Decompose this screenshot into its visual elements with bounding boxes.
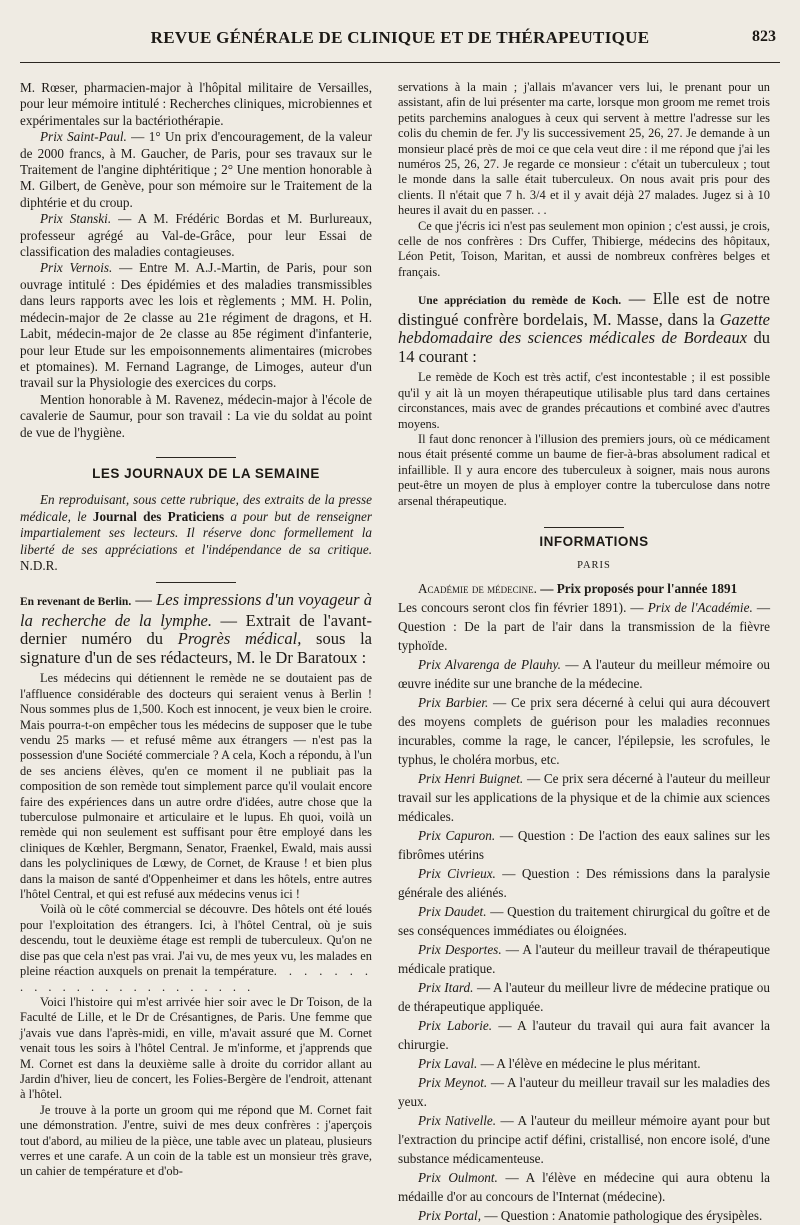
prize-label: Prix Alvarenga de Plauhy.: [418, 656, 561, 672]
prize-label: Prix Laval.: [418, 1055, 478, 1071]
prize-label: Prix Barbier.: [418, 694, 489, 710]
article-lead: [20, 591, 372, 667]
prize-label: Prix Capuron.: [418, 827, 496, 843]
info-paragraph: [398, 902, 770, 940]
intro-signature: N.D.R.: [20, 557, 58, 573]
quote-paragraph: Les médecins qui détiennent le remède ne se doutaient pas de l'affluence considérable des docteurs qui seraient venus à Berlin ! Nous sommes plus de 1,500. Koch est innocent, je veux bien le croire. Mais pourra-t-on empêcher tous les médecins de supposer que le tube vendu 25 marks — et refusé même aux étrangers — n'est pas la possession d'une Société commerciale ? A cela, Koch a répondu, à l'un de ses anciens élèves, qu'en ce moment il ne publiait pas la composition de son remède tout simplement parce qu'il voulait encore faire des expériences dans un autre ordre d'idées, autre chose que la tuberculose pulmonaire et articulaire et le lupus. Eh quoi, voilà un remède qui non seulement est suffisant pour être employé dans les cliniques de Kœhler, Bergmann, Senator, Fraenkel, Ewald, mais aussi dans les polycliniques de Lœwy, de Cornet, de Krause ! et bien plus dans la maison de santé d'Oppenheimer et dans les hôtels, entre autres l'hôtel Central, et qui est refusé aux médecins venus ici !: [20, 671, 372, 902]
left-column: [20, 80, 372, 1180]
info-text: — Question : De la part de l'air dans la transmission de la fièvre typhoïde.: [398, 599, 771, 653]
header-rule: [20, 62, 780, 63]
prize-paragraph: [20, 260, 372, 391]
intro-journal-name: Journal des Praticiens: [92, 508, 225, 524]
article-subtitle: En revenant de Berlin.: [20, 596, 132, 609]
prize-label: Prix Oulmont.: [418, 1169, 498, 1185]
info-text: — Question : Des rémissions dans la paralysie générale des aliénés.: [398, 865, 770, 900]
info-paragraph: [398, 1073, 770, 1111]
info-text: — A l'élève en médecine le plus méritant.: [477, 1055, 701, 1071]
info-text: — Question du traitement chirurgical du goître et de ses conséquences immédiates ou éloignées.: [398, 903, 771, 938]
info-paragraph: [398, 1206, 770, 1225]
quote-paragraph: servations à la main ; j'allais m'avancer vers lui, le prenant pour un assistant, afin de lui présenter ma carte, lorsque mon groom me remet trois petits parchemins analogues à ceux qui servent à mettre l'adresse sur les colis du chemin de fer. J'y lis successivement 25, 26, 27. Je demande à un monsieur placé près de moi ce que cela veut dire : il me répond que j'ai les numéros 25, 26, 27. Je regarde ce monsieur : c'était un tuberculeux ; tout le monde dans la salle était tuberculeux. On nous avait pris pour des clients. Il n'était que 7 h. 3/4 et il y avait déjà 27 malades. Jugez si à 10 heures il avait du en passer. . .: [398, 80, 770, 218]
prize-label: Prix Itard.: [418, 979, 474, 995]
info-paragraph: [398, 598, 770, 655]
intro-text: a pour but de renseigner impartialement ses lecteurs. Il réserve donc formellement la liberté de ses appréciations et l'indépendance de sa critique.: [20, 508, 373, 557]
prize-label: Prix Laborie.: [418, 1017, 493, 1033]
prize-label: Prix de l'Académie.: [647, 599, 753, 615]
prize-announcement: — Prix proposés pour l'année 1891: [536, 580, 738, 596]
page-number: 823: [752, 28, 776, 45]
running-header: [20, 24, 780, 54]
info-paragraph: [398, 826, 770, 864]
lead-text: — Elle est de notre distingué confrère bordelais, M. Masse, dans la: [398, 289, 770, 329]
lead-journal: Gazette hebdomadaire des sciences médicales de Bordeaux: [398, 309, 770, 348]
lead-title: Les impressions d'un voyageur à la recherche de la lymphe.: [20, 590, 372, 630]
lead-text: —: [131, 590, 157, 610]
info-text: — A l'auteur du meilleur mémoire ayant pour but l'extraction du principe actif défini, cristallisé, non encore isolé, d'une substance médicamenteuse.: [398, 1112, 771, 1166]
paragraph: M. Rœser, pharmacien-major à l'hôpital militaire de Versailles, pour leur mémoire intitulé : Recherches cliniques, microbiennes et expérimentales sur la bactériothérapie.: [20, 80, 372, 128]
info-text: Les concours seront clos fin février 1891). —: [398, 599, 648, 615]
quote-paragraph: [20, 902, 372, 994]
right-column: [398, 80, 770, 1225]
location-label: PARIS: [577, 560, 611, 572]
quote-paragraph: Voici l'histoire qui m'est arrivée hier soir avec le Dr Toison, de la Faculté de Lille, et le Dr de Crésantignes, de Paris. Une femme que j'avais vue dans l'après-midi, en ville, m'avait assuré que M. Cornet venait tous les soirs à l'hôtel Central. Je m'informe, et j'apprends que M. Cornet est dans la deuxième salle à droite du corridor allant au Jardin d'hiver, lieu de concert, les Folies-Bergère de l'endroit, attenant à l'hôtel.: [20, 994, 372, 1102]
info-paragraph: [398, 1111, 770, 1168]
prize-label: Prix Daudet.: [418, 903, 487, 919]
article-lead: [398, 290, 770, 366]
intro-text: En reproduisant, sous cette rubrique, des extraits de la presse médicale, le: [20, 492, 372, 524]
info-paragraph: [398, 1168, 770, 1206]
info-text: — A l'auteur du meilleur travail sur les maladies des yeux.: [398, 1074, 770, 1109]
info-text: — Ce prix sera décerné à l'auteur du meilleur travail sur les applications de la physique et de la chimie aux sciences médicales.: [398, 770, 770, 824]
info-paragraph: [398, 693, 770, 769]
prize-label: Prix Saint-Paul.: [40, 129, 127, 145]
lead-text: du 14 courant :: [398, 328, 771, 366]
info-text: — A l'auteur du meilleur livre de médecine pratique ou de thérapeutique appliquée.: [398, 979, 770, 1014]
section-title: LES JOURNAUX DE LA SEMAINE: [92, 465, 320, 481]
quote-paragraph: Je trouve à la porte un groom qui me répond que M. Cornet fait une démonstration. J'entre, suivi de mes deux confrères : j'aperçois tout d'abord, au milieu de la pièce, une table avec un plateau, plusieurs verres et une carafe. A un coin de la table est un monsieur très grave, un cahier de température et d'ob-: [20, 1102, 372, 1179]
prize-label: Prix Civrieux.: [418, 865, 496, 881]
info-paragraph: [398, 1016, 770, 1054]
prize-label: Prix Henri Buignet.: [418, 770, 524, 786]
paragraph: Mention honorable à M. Ravenez, médecin-major à l'école de cavalerie de Saumur, pour son travail : La vie du soldat au point de vue de l'hygiène.: [20, 391, 372, 440]
prize-paragraph: [20, 129, 372, 211]
prize-label: Prix Stanski.: [40, 211, 112, 227]
info-paragraph: [398, 769, 770, 826]
info-text: — A l'auteur du meilleur travail de thérapeutique médicale pratique.: [398, 941, 770, 976]
prize-label: Prix Vernois.: [40, 260, 113, 276]
lead-journal: Progrès médical,: [177, 629, 302, 649]
prize-paragraph: [20, 211, 372, 260]
info-text: — A l'élève en médecine qui aura obtenu la médaille d'or au concours de l'Internat (médecine).: [398, 1169, 770, 1204]
info-text: — A l'auteur du travail qui aura fait avancer la chirurgie.: [398, 1017, 770, 1052]
quote-paragraph: Il faut donc renoncer à l'illusion des premiers jours, où ce médicament nous était présenté comme un baume de fier-à-bras absolument radical et infaillible. Il y aura encore des tuberculeux à soigner, mais nous aurons peut-être un moyen de plus à employer contre la tuberculose dans notre arsenal thérapeutique.: [398, 431, 770, 508]
lead-text: sous la signature d'un de ses rédacteurs, M. le Dr Baratoux :: [20, 629, 373, 667]
institution-name: Académie de médecine.: [418, 580, 537, 596]
prize-label: Prix Desportes.: [418, 941, 502, 957]
quote-paragraph: Ce que j'écris ici n'est pas seulement mon opinion ; c'est aussi, je crois, celle de nos confrères : Drs Cuffer, Thibierge, médecins des hôpitaux, Léon Petit, Toison, Maritan, et aussi de nombreux confrères belges et français.: [398, 218, 770, 279]
info-text: — Question : Anatomie pathologique des érysipèles.: [481, 1207, 763, 1223]
info-heading: [398, 579, 770, 598]
prize-text: — 1° Un prix d'encouragement, de la valeur de 2000 francs, à M. Gaucher, de Paris, pour ses travaux sur le Traitement de l'angine diphtéritique ; 2° Une mention honorable à M. Gilbert, de Genève, pour son mémoire sur le Traitement de la diphtérie et du croup.: [20, 129, 372, 210]
info-paragraph: [398, 940, 770, 978]
info-paragraph: [398, 864, 770, 902]
section-title: INFORMATIONS: [539, 533, 649, 549]
prize-label: Prix Portal,: [418, 1207, 482, 1223]
journal-title: REVUE GÉNÉRALE DE CLINIQUE ET DE THÉRAPEUTIQUE: [150, 28, 650, 47]
info-text: — A l'auteur du meilleur mémoire ou œuvre inédite sur une branche de la médecine.: [398, 656, 771, 691]
info-paragraph: [398, 655, 770, 693]
info-text: — Question : De l'action des eaux salines sur les fibrômes utérins: [398, 827, 770, 862]
info-paragraph: [398, 1054, 770, 1073]
lead-text: — Extrait de l'avant-dernier numéro du: [20, 610, 372, 649]
info-text: — Ce prix sera décerné à celui qui aura découvert des moyens complets de guérison pour les maladies reconnues incurables, comme la rage, le cancer, l'épilepsie, les scrofules, le typhus, le choléra morbus, etc.: [398, 694, 770, 767]
prize-text: — Entre M. A.J.-Martin, de Paris, pour son ouvrage intitulé : Des épidémies et des maladies transmissibles dans leurs rapports avec les lois et règlements ; MM. H. Polin, médecin-major de 2e classe au 21e régiment de dragons, et H. Labit, médecin-major de 2e classe au 85e régiment d'infanterie, pour leur Etude sur les empoisonnements alimentaires (microbes et ptomaines). M. Fernand Lagrange, de Limoges, auteur d'un travail sur la Physiologie des exercices du corps.: [20, 260, 372, 391]
ellipsis-dots: . . . . . . . . . . . . . . . . . . . . . . . .: [20, 964, 372, 994]
prize-label: Prix Nativelle.: [418, 1112, 497, 1128]
information-list: [398, 579, 770, 1225]
prize-label: Prix Meynot.: [418, 1074, 488, 1090]
article-subtitle: Une appréciation du remède de Koch.: [418, 295, 622, 308]
prize-text: — A M. Frédéric Bordas et M. Burlureaux, professeur agrégé au Val-de-Grâce, pour leur Essai de classification des maladies contagieuses.: [20, 211, 372, 260]
quote-text: Voilà où le côté commercial se découvre. Des hôtels ont été loués pour l'exploitation des étrangers. Ici, à l'hôtel Central, où je suis descendu, tout le deuxième étage est rempli de tuberculeux. Qu'on ne dise pas que cela n'est pas vrai. J'ai vu, de mes yeux vu, les malades en pleine réaction auxquels on prenait la température: [20, 902, 372, 979]
info-paragraph: [398, 978, 770, 1016]
section-intro: [20, 492, 372, 574]
quote-paragraph: Le remède de Koch est très actif, c'est incontestable ; il est possible qu'il y ait là un moyen thérapeutique utilisable plus tard dans certaines circonstances, mais avec de grandes précautions et combiné avec d'autres moyens.: [398, 370, 770, 431]
